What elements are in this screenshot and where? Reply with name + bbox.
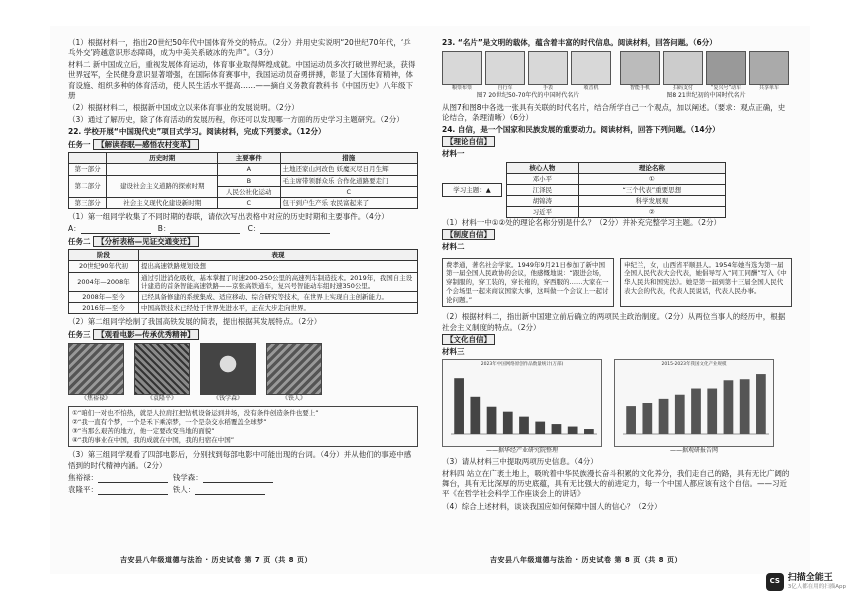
chart-bar (659, 399, 669, 434)
table-header: 阶段 (69, 250, 139, 261)
figure-7: 粮票布票 自行车 手表 收音机 图7 20世纪50-70年代的中国时代名片 (442, 51, 614, 100)
section-tag: 【制度自信】 (442, 229, 495, 240)
question-text: 从图7和图8中各选一张具有关联的时代名片，结合所学自己一个观点，加以阐述。（要求：观点正确，史论结合，条理清晰）（6分） (442, 102, 786, 123)
material-box-shen: 申纪兰，女，山西省平顺县人。1954年她当选为第一届全国人民代表大会代表，她倡导写入“同工同酬”写入《中华人民共和国宪法》。她是第一届到第十三届全国人民代表大会的代表，代表人民说话，代表人民办事。 (620, 258, 792, 308)
chart-bar (519, 417, 529, 434)
chart-bar (487, 407, 497, 434)
chart-bar (707, 389, 717, 434)
table-row: 2004年—2008年 通过引进消化吸收，基本掌握了时速200-250公里的高速列车制造技术。2019年，我国自主设计建造的首条智能高速铁路——京张高铁通车，复兴号智能动车组时速350公里。 (69, 272, 418, 291)
chart-title: 2023年中国网络原创作品数量统计(万部) (480, 361, 564, 367)
table-row: 第一部分 A 土地还家山河改色 妖魔灭尽日月生辉 (69, 164, 418, 175)
chart-bar (584, 429, 594, 434)
chart-bar (724, 380, 734, 434)
page-8-column (442, 38, 792, 514)
task-tag: 【分析表格—见证交通变迁】 (93, 236, 199, 247)
material-box-fei: 费孝通，著名社会学家。1949年9月21日参加了新中国第一届全国人民政协的会议，他感慨地说：“跟进会场，穿制服的，穿工装的，穿长袍的，穿西服的……大家在一个会场里一起来商议国家大事，这叫做一个会议上一起讨论问题。” (442, 258, 614, 308)
task-label: 任务二 (68, 237, 91, 247)
chart-bar (552, 424, 562, 434)
figure-8: 智能手机 扫码支付 “复兴号”动车 共享单车 图8 21世纪初的中国时代名片 (620, 51, 792, 100)
table-row: 邓小平 ① (507, 173, 726, 184)
answer-blank[interactable] (203, 475, 273, 483)
film-poster: 《钱学森》 (200, 343, 256, 403)
answer-blank[interactable] (98, 487, 168, 495)
table-header: 历史时期 (107, 153, 218, 164)
task-heading (68, 237, 418, 247)
page-7-column (68, 38, 418, 497)
material-label: 材料一 (442, 149, 465, 159)
chart-bar (535, 422, 545, 434)
camscanner-logo-icon: CS (766, 573, 784, 591)
table-row: 第二部分 建设社会主义道路的探索时期 B 毛主席带领群众乐 合作化道路要走门 (69, 175, 418, 186)
question-text: （2）第二组同学绘制了我国高铁发展的简表，提出根据其发展特点。（2分） (68, 317, 322, 326)
chart-bar (454, 378, 464, 434)
chart-bar (503, 412, 513, 434)
chart-1-wrapper (442, 359, 602, 455)
chart-bar (740, 379, 750, 434)
film-poster: 《焦裕禄》 (68, 343, 124, 403)
chart-1 (442, 359, 602, 447)
table-row: 人民公社化运动 C (69, 186, 418, 197)
chart-caption: ——据观研报告网 (669, 446, 718, 454)
task-tag: 【观看电影—传承优秀精神】 (93, 329, 199, 340)
chart-bar (568, 427, 578, 434)
table-row: 胡锦涛 科学发展观 (507, 195, 726, 206)
poster-image (68, 343, 124, 395)
material-text: 材料四 站立在广袤土地上，吸吮着中华民族漫长奋斗积累的文化养分，我们走自己的路，具有无比广阔的舞台，具有无比深厚的历史底蕴，具有无比强大的前进定力，每一个中国人都应该有这个自信。——习近平《在哲学社会科学工作座谈会上的讲话》 (442, 469, 790, 499)
table-header: 主要事件 (218, 153, 280, 164)
table-row: 2008年—至今 已经具备修建的系统集成、适应移动、综合研究等技术，在世界上实现自主创新能力。 (69, 291, 418, 302)
question-text: （2）根据材料二，根据新中国成立以来体育事业的发展说明。（2分） (68, 102, 299, 112)
task-tag: 【解读春眠—感悟农村变革】 (93, 139, 199, 150)
poster-image (266, 343, 322, 395)
scanner-subtitle: 3亿人都在用的扫描App (787, 584, 846, 591)
task-heading (68, 330, 418, 340)
chart-row (442, 359, 792, 455)
table-row: 习近平 ② (507, 207, 726, 218)
table-row: 20世纪90年代初 提出高速铁路规划设想 (69, 261, 418, 272)
table-row: 第三部分 社会主义现代化建设新时期 C 包干到户生产乐 农民富起来了 (69, 197, 418, 208)
figure-row (442, 51, 792, 100)
film-poster: 《铁人》 (266, 343, 322, 403)
question-text: （3）请从材料三中提取两项历史信息。（4分） (442, 457, 598, 467)
question-text: （3）通过了解历史，除了体育活动的发展历程，你还可以发现哪一方面的历史学习主题研究。（2分） (68, 114, 404, 124)
chart-1-svg (443, 368, 601, 442)
chart-bar (675, 395, 685, 434)
film-poster: 《袁隆平》 (134, 343, 190, 403)
chart-bar (626, 406, 636, 434)
figure-photo (571, 51, 611, 85)
page-footer: 吉安县八年级道德与法治 · 历史试卷 第 8 页（共 8 页） (490, 556, 682, 564)
chart-2 (614, 359, 774, 447)
poster-image (134, 343, 190, 395)
chart-bar (691, 389, 701, 434)
chart-bar (756, 374, 766, 434)
chart-bar (642, 403, 652, 434)
table-row: 江泽民 “三个代表”重要思想 (507, 184, 726, 195)
exam-sheet (50, 26, 810, 574)
page-footer: 吉安县八年级道德与法治 · 历史试卷 第 7 页（共 8 页） (120, 556, 312, 564)
table-header (69, 153, 107, 164)
figure-photo (528, 51, 568, 85)
material-label: 材料三 (442, 346, 465, 356)
material-text: 材料二 新中国成立后，重视发展体育运动，体育事业取得辉煌成就。中国运动员多次打破世界纪录，获得世界冠军，全民健身意识显著增强，在国际体育赛事中，我国运动员奋勇拼搏，彰显了大国体育精神，体育设施、组织多种的体育活动，使人民生活水平提高……——摘自义务教育教科书《中国历史》八年级下册 (68, 60, 416, 100)
figure-photo (663, 51, 703, 85)
question-text: （3）第三组同学观看了四部电影后，分别找到每部电影中可能出现的台词。（4分）并从他们的事迹中感悟到的时代精神内涵。（2分） (68, 450, 412, 470)
table-header: 表现 (139, 250, 418, 261)
answer-blanks: 焦裕禄： 钱学森： (68, 473, 418, 483)
task-label: 任务三 (68, 330, 91, 340)
theme-box: 学习主题：▲ (442, 183, 502, 198)
theory-block (442, 162, 792, 219)
question-text: （1）根据材料一，指出20世纪50年代中国体育外交的特点。（2分）并用史实说明“20世纪70年代，‘乒乓外交’跨越意识形态障碍，成为中美关系破冰的先声”。（3分） (68, 38, 411, 58)
question-heading: 24. 自信，是一个国家和民族发展的重要动力。阅读材料，回答下列问题。（14分） (442, 125, 720, 135)
question-text: （4）综合上述材料，谈谈我国应如何保障中国人的信心？（2分） (442, 501, 662, 511)
answer-blank[interactable] (195, 487, 265, 495)
section-tag: 【文化自信】 (442, 334, 495, 345)
chart-2-wrapper (614, 359, 774, 455)
question-heading: 23. “名片”是文明的载体，蕴含着丰富的时代信息。阅读材料，回答问题。（6分） (442, 38, 717, 47)
task-label: 任务一 (68, 140, 91, 150)
chart-title: 2015-2023年我国文化产业规模 (661, 361, 727, 367)
theory-table (506, 162, 726, 219)
chart-caption: ——据华经产业研究院整理 (485, 446, 558, 454)
question-heading: 22. 学校开展“中国现代史”项目式学习。阅读材料，完成下列要求。（12分） (68, 127, 326, 136)
film-posters (68, 343, 418, 403)
figure-photo (620, 51, 660, 85)
table-header: 理论名称 (578, 162, 725, 173)
table-row: 2016年—至今 中国高铁技术已经处于世界先进水平，正在大步走向世界。 (69, 302, 418, 313)
figure-photo (485, 51, 525, 85)
scanner-name: 扫描全能王 (787, 573, 833, 583)
railway-table (68, 249, 418, 314)
answer-blank[interactable] (170, 226, 240, 234)
question-text: （2）根据材料二，指出新中国建立前后确立的两项民主政治制度。（2分）从两位当事人的经历中，根据社会主义制度的特点。（2分） (442, 312, 786, 332)
poster-image (200, 343, 256, 395)
task-heading (68, 140, 418, 150)
quote-box: ①“咱们一对也不怕热，就是人拉肩扛把钻机设备运到井场，没有条件创造条件也要上” ②“我一直有个梦，一个是禾下乘凉梦，一个是杂交水稻覆盖全球梦” ③“当那么艰苦的地方，他一定要改变当地的面貌” ④“我的事业在中国，我的成就在中国，我的归宿在中国” (68, 406, 418, 447)
chart-2-svg (615, 368, 773, 442)
figure-photo (749, 51, 789, 85)
scanner-watermark (766, 572, 846, 592)
question-text: （1）材料一中①②处的理论名称分别是什么？（2分）并补充完整学习主题。（2分） (442, 218, 722, 228)
question-text: （1）第一组同学收集了不同时期的春联，请依次写出表格中对应的历史时期和主要事件。（4分） (68, 211, 389, 221)
chart-bar (470, 397, 480, 434)
table-header: 措施 (280, 153, 417, 164)
material-label: 材料二 (442, 242, 465, 252)
couplet-table (68, 152, 418, 209)
section-tag: 【理论自信】 (442, 136, 495, 147)
answer-blank[interactable] (260, 226, 330, 234)
figure-photo (706, 51, 746, 85)
answer-blank[interactable] (81, 226, 151, 234)
material-boxes (442, 255, 792, 311)
answer-blank[interactable] (98, 475, 168, 483)
table-header: 核心人物 (507, 162, 579, 173)
figure-photo (442, 51, 482, 85)
answer-blanks: A： B： C： (68, 224, 418, 234)
answer-blanks: 袁隆平： 铁人： (68, 485, 418, 495)
